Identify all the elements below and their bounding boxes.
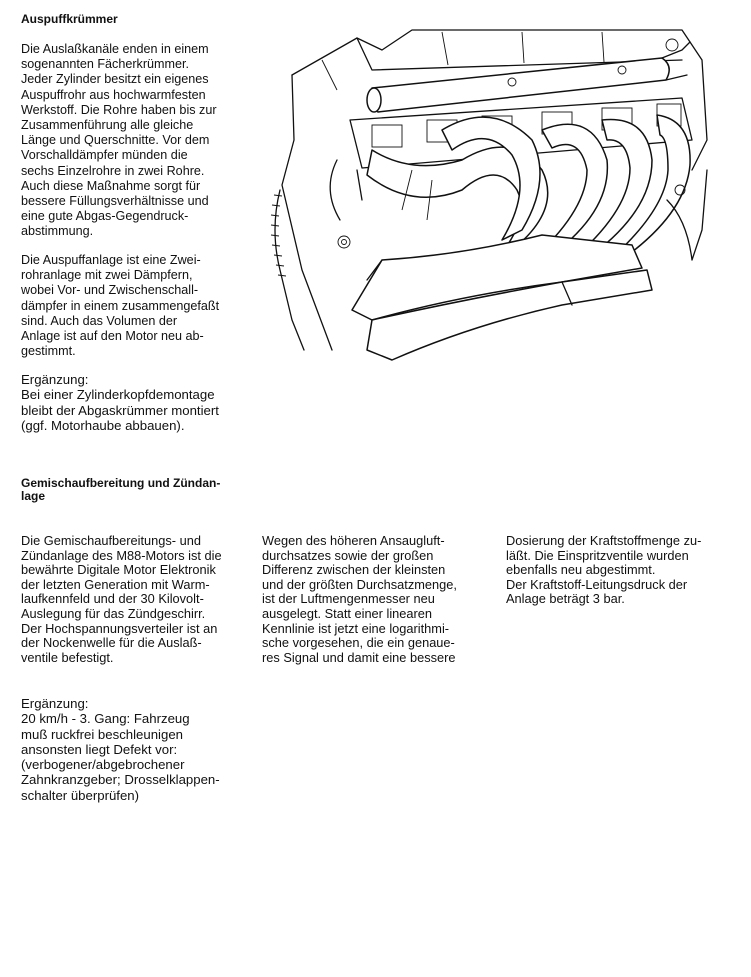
paragraph-kraftstoffmenge: Dosierung der Kraftstoffmenge zu- läßt. Die Einspritzventile wurden ebenfalls neu abgestimmt. Der Kraftstoff-Leitungsdruck der Anlage beträgt 3 bar. <box>506 533 702 607</box>
exhaust-manifold-drawing-icon <box>262 20 732 365</box>
paragraph-luftmengenmesser: Wegen des höheren Ansaugluft- durchsatzes sowie der großen Differenz zwischen der kleinsten und der größten Durchsatzmenge, ist der Luftmengenmesser neu ausgelegt. Statt einer linearen Kennlinie ist jetzt eine logarithmi- sche vorgesehen, die ein genaue- res Signal und damit eine bessere <box>262 533 457 665</box>
section-heading-auspuffkruemmer: Auspuffkrümmer <box>21 12 118 26</box>
paragraph-zuendanlage: Die Gemischaufbereitungs- und Zündanlage des M88-Motors ist die bewährte Digitale Motor Elektronik der letzten Generation mit Warm- laufkennfeld und der 30 Kilovolt- Auslegung für das Zündgeschirr. Der Hochspannungsverteiler ist an der Nockenwelle für die Auslaß- ventile befestigt. <box>21 533 222 665</box>
note-fahrzeug-beschleunigung: Ergänzung: 20 km/h - 3. Gang: Fahrzeug muß ruckfrei beschleunigen ansonsten liegt Defekt vor: (verbogener/abgebrochener Zahnkranzgeber; Drosselklappen- schalter überprüfen) <box>21 696 220 803</box>
paragraph-auspuffanlage: Die Auspuffanlage ist eine Zwei- rohranlage mit zwei Dämpfern, wobei Vor- und Zwischenschall- dämpfer in einem zusammengefaßt sind. Auch das Volumen der Anlage ist auf den Motor neu ab- gestimmt. <box>21 253 220 359</box>
section-heading-gemischaufbereitung: Gemischaufbereitung und Zündan- lage <box>21 476 221 503</box>
note-zylinderkopfdemontage: Ergänzung: Bei einer Zylinderkopfdemontage bleibt der Abgaskrümmer montiert (ggf. Motorhaube abbauen). <box>21 372 219 433</box>
paragraph-faecherkruemmer: Die Auslaßkanäle enden in einem sogenannten Fächerkrümmer. Jeder Zylinder besitzt ein eigenes Auspuffrohr aus hochwarmfesten Werkstoff. Die Rohre haben bis zur Zusammenführung alle gleiche Länge und Querschnitte. Vor dem Vorschalldämpfer münden die sechs Einzelrohre in zwei Rohre. Auch diese Maßnahme sorgt für bessere Füllungsverhältnisse und eine gute Abgas-Gegendruck- abstimmung. <box>21 42 217 239</box>
